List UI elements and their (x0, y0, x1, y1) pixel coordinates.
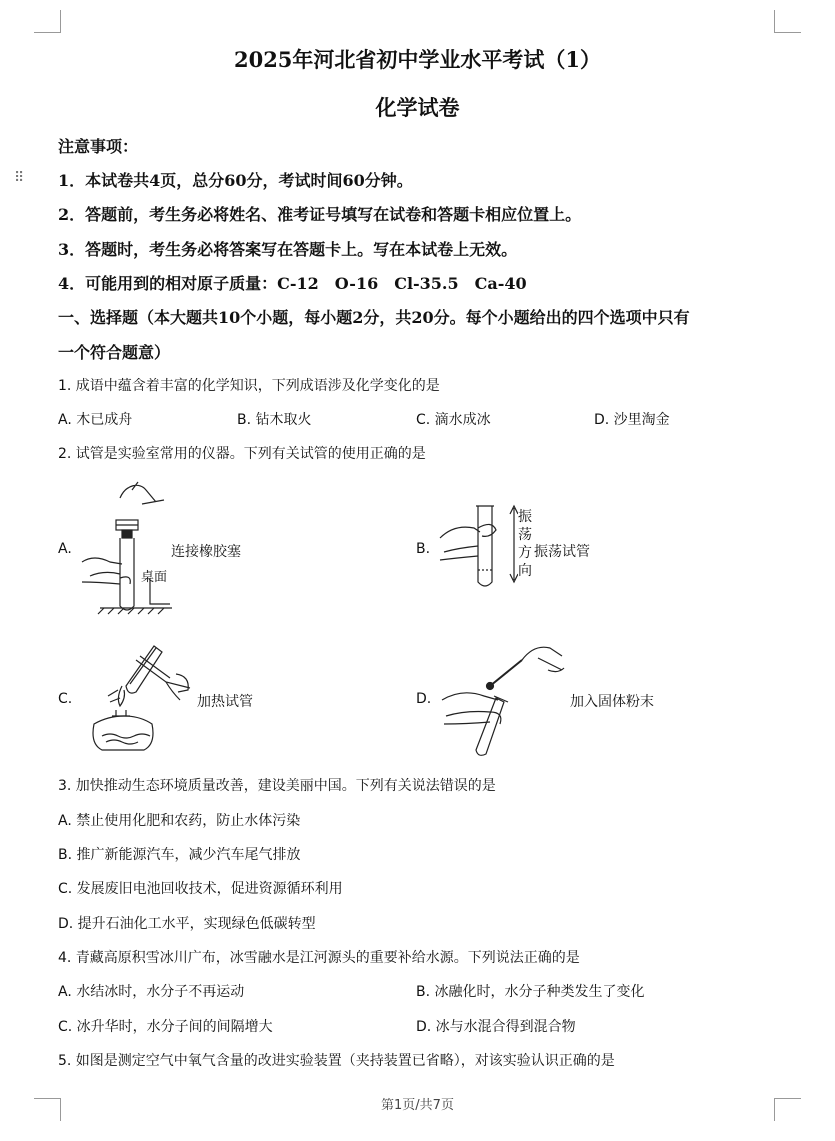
exam-subtitle: 化学试卷 (375, 95, 460, 120)
question-4-stem: 4. 青藏高原积雪冰川广布，冰雪融水是江河源头的重要补给水源。下列说法正确的是 (58, 950, 580, 966)
question-2-option-b-letter[interactable]: B. (416, 541, 431, 557)
question-3-option-c[interactable]: C. 发展废旧电池回收技术，促进资源循环利用 (58, 881, 343, 897)
question-2-option-a-letter[interactable]: A. (58, 541, 72, 557)
notice-item-4: 4．可能用到的相对原子质量：C-12 O-16 Cl-35.5 Ca-40 (58, 274, 527, 293)
question-3-option-d[interactable]: D. 提升石油化工水平，实现绿色低碳转型 (58, 916, 316, 932)
question-1-option-b[interactable]: B. 钻木取火 (237, 412, 312, 428)
question-3-option-b[interactable]: B. 推广新能源汽车，减少汽车尾气排放 (58, 847, 301, 863)
section-heading-line-1: 一、选择题（本大题共10个小题，每小题2分，共20分。每个小题给出的四个选项中只有 (58, 308, 690, 327)
notice-heading: 注意事项： (58, 137, 139, 156)
question-2-option-b-direction-char-4: 向 (518, 563, 532, 579)
question-3-option-a[interactable]: A. 禁止使用化肥和农药，防止水体污染 (58, 813, 301, 829)
question-1-stem: 1. 成语中蕴含着丰富的化学知识，下列成语涉及化学变化的是 (58, 378, 440, 394)
question-2-option-b-direction-char-3: 方 (518, 545, 532, 561)
notice-item-1: 1．本试卷共4页，总分60分，考试时间60分钟。 (58, 171, 413, 190)
section-heading-line-2: 一个符合题意） (58, 343, 171, 362)
crop-mark-top-left (34, 10, 61, 33)
drag-handle-icon[interactable]: ⠿ (14, 170, 25, 186)
question-2-option-b-direction-char-2: 荡 (518, 527, 532, 543)
exam-title: 2025年河北省初中学业水平考试（1） (233, 47, 602, 72)
figure-heat-test-tube (80, 640, 198, 756)
question-2-stem: 2. 试管是实验室常用的仪器。下列有关试管的使用正确的是 (58, 446, 426, 462)
question-4-option-a[interactable]: A. 水结冰时，水分子不再运动 (58, 984, 245, 1000)
question-5-stem: 5. 如图是测定空气中氧气含量的改进实验装置（夹持装置已省略），对该实验认识正确的是 (58, 1053, 615, 1069)
question-2-option-d-letter[interactable]: D. (416, 691, 432, 707)
figure-add-solid-powder (438, 640, 568, 760)
question-2-option-a-caption: 连接橡胶塞 (171, 544, 241, 560)
question-4-option-c[interactable]: C. 冰升华时，水分子间的间隔增大 (58, 1019, 273, 1035)
question-2-option-c-caption: 加热试管 (197, 694, 253, 710)
page-footer: 第1页/共7页 (381, 1098, 454, 1113)
question-1-option-d[interactable]: D. 沙里淘金 (594, 412, 670, 428)
question-4-option-d[interactable]: D. 冰与水混合得到混合物 (416, 1019, 576, 1035)
question-2-option-b-direction-char-1: 振 (518, 509, 532, 525)
question-2-option-a-table-label: 桌面 (141, 570, 168, 585)
notice-item-3: 3．答题时，考生务必将答案写在答题卡上。写在本试卷上无效。 (58, 240, 518, 259)
figure-connect-stopper (80, 478, 180, 618)
figure-shake-test-tube (438, 498, 518, 596)
question-3-stem: 3. 加快推动生态环境质量改善，建设美丽中国。下列有关说法错误的是 (58, 778, 496, 794)
crop-mark-top-right (774, 10, 801, 33)
question-1-option-c[interactable]: C. 滴水成冰 (416, 412, 491, 428)
question-2-option-b-caption: 振荡试管 (534, 544, 590, 560)
question-2-option-c-letter[interactable]: C. (58, 691, 73, 707)
notice-item-2: 2．答题前，考生务必将姓名、准考证号填写在试卷和答题卡相应位置上。 (58, 205, 582, 224)
question-4-option-b[interactable]: B. 冰融化时，水分子种类发生了变化 (416, 984, 645, 1000)
question-1-option-a[interactable]: A. 木已成舟 (58, 412, 133, 428)
question-2-option-d-caption: 加入固体粉末 (570, 694, 654, 710)
